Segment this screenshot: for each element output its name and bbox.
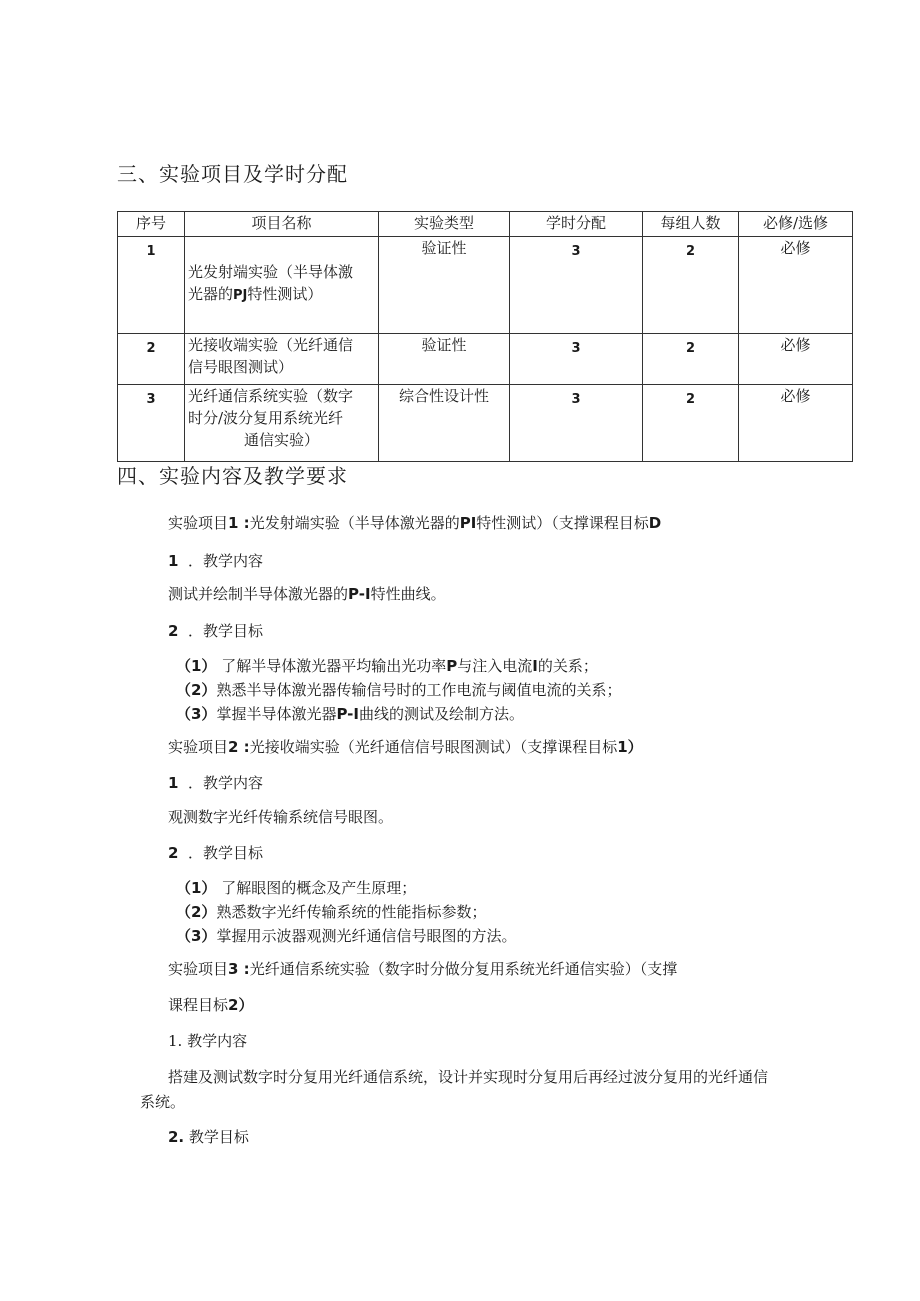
- project-title-text: 光发射端实验（半导体激光器的: [249, 514, 460, 532]
- cell-name: [185, 237, 379, 334]
- cell-no: 1: [118, 237, 185, 334]
- project-title-number: 2 :: [228, 738, 250, 756]
- goal-number: （2）: [176, 903, 217, 921]
- project-title-text: 光纤通信系统实验（数字时分做分复用系统光纤通信实验）（支撑: [249, 960, 678, 978]
- cell-people: 2: [643, 385, 739, 462]
- cell-people: 2: [643, 237, 739, 334]
- content-bold: P-I: [348, 585, 371, 603]
- goal-text: 掌握用示波器观测光纤通信信号眼图的方法。: [216, 927, 517, 945]
- cell-type: 综合性设计性: [379, 385, 510, 462]
- section-4-title: 四、实验内容及教学要求: [117, 464, 348, 488]
- project-1-goal-2: [176, 679, 621, 700]
- list-label: ．教学目标: [187, 622, 263, 640]
- cell-name-line: 通信实验）: [243, 431, 319, 449]
- cell-name: [185, 334, 379, 385]
- goal-text: 的关系；: [537, 657, 598, 675]
- header-hours: 学时分配: [510, 212, 643, 237]
- header-name: 项目名称: [185, 212, 379, 237]
- list-number: 1: [168, 552, 179, 570]
- cell-req: 必修: [739, 385, 853, 462]
- project-3-content-label: 1. 教学内容: [168, 1032, 248, 1050]
- table-row: [118, 237, 853, 334]
- list-label: ．教学内容: [187, 774, 263, 792]
- cell-name: [185, 385, 379, 462]
- goal-number: （1）: [176, 879, 217, 897]
- project-title-end: 1）: [617, 738, 643, 756]
- project-title-end: D: [648, 514, 662, 532]
- cell-name-bold: PJ: [233, 288, 248, 303]
- cell-name-text: 光器的: [188, 285, 234, 303]
- project-title-text: 特性测试）（支撑课程目标: [476, 514, 649, 532]
- project-title-text: 课程目标: [168, 996, 229, 1014]
- project-1-goal-3: [176, 703, 524, 724]
- cell-hours: 3: [510, 385, 643, 462]
- project-2-goal-1: [176, 877, 416, 898]
- cell-name-line: 光发射端实验（半导体激: [188, 263, 354, 281]
- table-row: [118, 385, 853, 462]
- project-title-number: 3 :: [228, 960, 250, 978]
- goal-bold: P: [446, 657, 458, 675]
- cell-name-line: [188, 283, 375, 307]
- cell-req: 必修: [739, 237, 853, 334]
- goal-number: （2）: [176, 681, 217, 699]
- project-title-text: 实验项目: [168, 514, 229, 532]
- project-3-content-text: 搭建及测试数字时分复用光纤通信系统，设计并实现时分复用后再经过波分复用的光纤通信: [168, 1068, 769, 1086]
- goal-text: 掌握半导体激光器: [216, 705, 337, 723]
- goal-number: （3）: [176, 705, 217, 723]
- goal-number: （1）: [176, 657, 217, 675]
- project-1-content-label: [168, 550, 263, 571]
- project-1-content-text: [168, 583, 446, 604]
- cell-people: 2: [643, 334, 739, 385]
- table-row: [118, 334, 853, 385]
- list-number: 2.: [168, 1128, 185, 1146]
- project-2-goal-3: [176, 925, 516, 946]
- header-type: 实验类型: [379, 212, 510, 237]
- project-1-goals-label: [168, 620, 263, 641]
- project-3-title: [168, 958, 677, 979]
- goal-text: 熟悉半导体激光器传输信号时的工作电流与阈值电流的关系；: [216, 681, 622, 699]
- cell-name-line: 信号眼图测试）: [188, 358, 294, 376]
- project-2-content-label: [168, 772, 263, 793]
- project-2-goals-label: [168, 842, 263, 863]
- content-text: 测试并绘制半导体激光器的: [168, 585, 349, 603]
- header-people: 每组人数: [643, 212, 739, 237]
- goal-text: 了解眼图的概念及产生原理；: [221, 879, 417, 897]
- project-3-title-line-2: [168, 994, 253, 1015]
- list-label: 教学目标: [188, 1128, 249, 1146]
- cell-name-text: 特性测试）: [247, 285, 323, 303]
- project-title-text: 光接收端实验（光纤通信信号眼图测试）（支撑课程目标: [249, 738, 618, 756]
- cell-no: 2: [118, 334, 185, 385]
- experiment-table: [117, 211, 853, 462]
- goal-text: 与注入电流: [457, 657, 533, 675]
- cell-req: 必修: [739, 334, 853, 385]
- goal-text: 熟悉数字光纤传输系统的性能指标参数；: [216, 903, 487, 921]
- cell-name-line: 光纤通信系统实验（数字: [188, 387, 354, 405]
- cell-hours: 3: [510, 237, 643, 334]
- goal-bold: P-I: [336, 705, 359, 723]
- project-2-content-text: 观测数字光纤传输系统信号眼图。: [168, 808, 394, 826]
- project-title-bold: PI: [459, 514, 477, 532]
- list-number: 2: [168, 622, 179, 640]
- goal-text: 曲线的测试及绘制方法。: [359, 705, 525, 723]
- section-3-title: 三、实验项目及学时分配: [117, 162, 348, 186]
- list-label: ．教学内容: [187, 552, 263, 570]
- goal-text: 了解半导体激光器平均输出光功率: [221, 657, 447, 675]
- list-label: ．教学目标: [187, 844, 263, 862]
- project-2-goal-2: [176, 901, 486, 922]
- cell-name-line: 光接收端实验（光纤通信: [188, 336, 354, 354]
- project-title-text: 实验项目: [168, 738, 229, 756]
- list-number: 1: [168, 774, 179, 792]
- project-3-goals-label: [168, 1126, 249, 1147]
- cell-type: 验证性: [379, 334, 510, 385]
- project-2-title: [168, 736, 643, 757]
- project-title-text: 实验项目: [168, 960, 229, 978]
- project-title-end: 2）: [228, 996, 254, 1014]
- cell-type: 验证性: [379, 237, 510, 334]
- header-req: 必修/选修: [739, 212, 853, 237]
- cell-no: 3: [118, 385, 185, 462]
- project-3-content-text-cont: 系统。: [140, 1093, 186, 1111]
- project-1-goal-1: [176, 655, 598, 676]
- goal-number: （3）: [176, 927, 217, 945]
- list-number: 2: [168, 844, 179, 862]
- project-1-title: [168, 512, 661, 533]
- cell-hours: 3: [510, 334, 643, 385]
- cell-name-line: 时分/波分复用系统光纤: [188, 409, 344, 427]
- table-header-row: [118, 212, 853, 237]
- goal-bold: I: [532, 657, 538, 675]
- content-text: 特性曲线。: [370, 585, 446, 603]
- project-title-number: 1 :: [228, 514, 250, 532]
- header-no: 序号: [118, 212, 185, 237]
